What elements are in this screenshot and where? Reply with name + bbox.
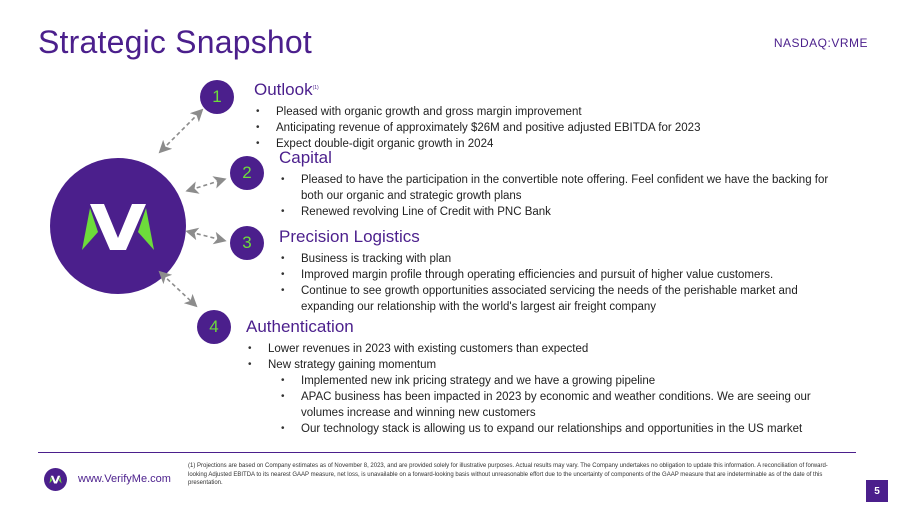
- verifyme-logo-icon: [50, 158, 186, 294]
- footer-divider: [38, 452, 856, 453]
- section-number-3: 3: [230, 226, 264, 260]
- sub-list-item: • APAC business has been impacted in 2023 by economic and weather conditions. We are seeing our volumes increase and winning new customers: [279, 389, 846, 421]
- bullet-list: [254, 104, 774, 152]
- section-number-1: 1: [200, 80, 234, 114]
- page-title: Strategic Snapshot: [38, 24, 312, 60]
- section-outlook: [254, 78, 774, 152]
- list-item: • Pleased to have the participation in the convertible note offering. Feel confident we have the backing for both our organic and strategic growth plans: [279, 172, 849, 204]
- sub-list-item: • Our technology stack is allowing us to expand our relationships and opportunities in the US market: [279, 421, 846, 437]
- list-item: • Expect double-digit organic growth in 2024: [254, 136, 774, 152]
- page-number: 5: [866, 480, 888, 502]
- section-title: Precision Logistics: [279, 227, 420, 246]
- section-title: Capital: [279, 148, 332, 167]
- section-capital: [279, 148, 849, 220]
- bullet-list: [279, 172, 849, 220]
- website-link[interactable]: www.VerifyMe.com: [78, 473, 171, 485]
- list-item: • Lower revenues in 2023 with existing customers than expected: [246, 341, 846, 357]
- list-item: • Improved margin profile through operating efficiencies and pursuit of higher value customers.: [279, 267, 849, 283]
- section-authentication: [246, 317, 846, 437]
- ticker-symbol: NASDAQ:VRME: [773, 36, 868, 50]
- sub-list-item: • Implemented new ink pricing strategy and we have a growing pipeline: [279, 373, 846, 389]
- footnote-marker: (1): [312, 85, 319, 91]
- section-title: Authentication: [246, 317, 354, 336]
- list-item: • Renewed revolving Line of Credit with PNC Bank: [279, 204, 849, 220]
- bullet-list: [246, 341, 846, 437]
- list-item: • Anticipating revenue of approximately $26M and positive adjusted EBITDA for 2023: [254, 120, 774, 136]
- section-number-4: 4: [197, 310, 231, 344]
- section-number-2: 2: [230, 156, 264, 190]
- verifyme-small-logo-icon: [44, 468, 67, 491]
- section-title: Outlook$^{(1)}$: [254, 80, 319, 99]
- list-item: • New strategy gaining momentum: [246, 357, 846, 373]
- list-item: • Continue to see growth opportunities associated servicing the needs of the perishable market and expanding our relationship with the world's largest air freight company: [279, 283, 849, 315]
- bullet-list: [279, 251, 849, 315]
- section-precision-logistics: [279, 227, 849, 315]
- list-item: • Business is tracking with plan: [279, 251, 849, 267]
- list-item: • Pleased with organic growth and gross margin improvement: [254, 104, 774, 120]
- footnote: (1) Projections are based on Company estimates as of November 8, 2023, and are provided solely for illustrative purposes. Actual results may vary. The Company undertakes no obligation to update this information. A reconciliation of forward-looking Adjusted EBITDA to its nearest GAAP measure, net loss, is unavailable on a forward-looking basis without unreasonable effort due to the uncertainty of components of the GAAP measure that are indeterminable as of the date of this presentation.: [188, 463, 828, 487]
